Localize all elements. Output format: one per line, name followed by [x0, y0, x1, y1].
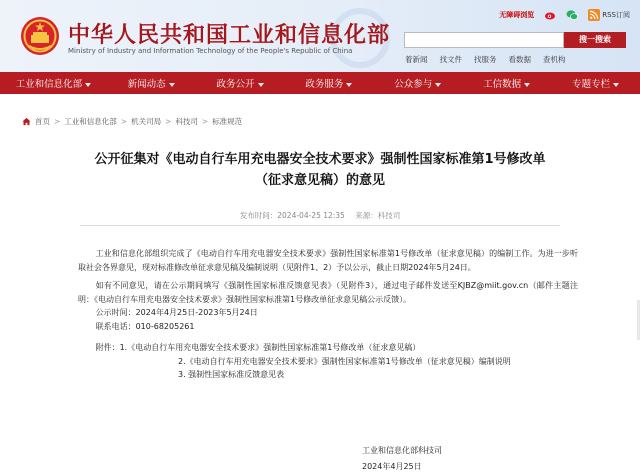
nav-label: 工业和信息化部	[15, 79, 83, 90]
breadcrumb-separator-icon: >	[165, 117, 172, 126]
signature-department: 工业和信息化部科技司	[362, 446, 442, 455]
publication-period: 公示时间：2024年4月25日-2023年5月24日	[95, 308, 258, 317]
breadcrumb-standards[interactable]: 标准规范	[212, 117, 243, 126]
article-title-line-2: （征求意见稿）的意见	[254, 173, 385, 188]
spacer	[78, 333, 578, 341]
article-source: 来源：科技司	[355, 211, 401, 220]
nav-item-ministry[interactable]	[0, 76, 107, 90]
main-nav	[0, 72, 640, 94]
paragraph-feedback: 如有不同意见，请在公示期间填写《强制性国家标准反馈意见表》（见附件3），通过电子邮件发送至KJBZ@miit.gov.cn（邮件主题注明：《电动自行车用充电器安全技术要求》强制性国家标准第1号修改单征求意见稿公示反馈）。	[78, 281, 578, 304]
quick-links	[405, 54, 566, 65]
publish-date: 发布时间：2024-04-25 12:35	[239, 211, 345, 220]
weibo-link[interactable]	[544, 9, 556, 21]
wechat-link[interactable]	[566, 9, 578, 21]
rss-label: RSS订阅	[602, 11, 630, 19]
attachment-3-link[interactable]: 3. 强制性国家标准反馈意见表	[178, 370, 285, 379]
nav-label: 公众参与	[394, 79, 433, 90]
weibo-icon	[544, 9, 556, 21]
paragraph-intro: 工业和信息化部组织完成了《电动自行车用充电器安全技术要求》强制性国家标准第1号修改单（征求意见稿）的编制工作。为进一步听取社会各界意见，现对标准修改单征求意见稿及编制说明（见附件1、2）予以公示，截止日期2024年5月24日。	[78, 249, 578, 272]
chevron-down-icon	[169, 83, 175, 87]
top-links	[499, 9, 630, 21]
quick-link-data[interactable]: 看数据	[508, 55, 531, 64]
quick-link-services[interactable]: 找服务	[474, 55, 497, 64]
wechat-icon	[566, 9, 578, 21]
breadcrumb-departments[interactable]: 机关司局	[131, 117, 162, 126]
nav-item-services[interactable]	[284, 76, 373, 90]
chevron-down-icon	[435, 83, 441, 87]
breadcrumb-home[interactable]: 首页	[35, 117, 50, 126]
chevron-down-icon	[613, 83, 619, 87]
site-title-english: Ministry of Industry and Information Technology of the People's Republic of China	[68, 47, 353, 55]
breadcrumb-separator-icon: >	[201, 117, 209, 126]
barrier-free-link[interactable]: 无障碍浏览	[499, 11, 535, 19]
contact-phone: 联系电话：010-68205261	[95, 321, 195, 331]
chevron-down-icon	[85, 83, 91, 87]
search-button[interactable]: 搜一搜索	[564, 32, 626, 48]
article-title-line-1: 公开征集对《电动自行车用充电器安全技术要求》强制性国家标准第1号修改单	[94, 152, 546, 167]
title-divider	[80, 225, 560, 226]
breadcrumb-separator-icon: >	[54, 117, 61, 126]
home-icon	[22, 117, 31, 126]
quick-link-orgs[interactable]: 查机构	[543, 55, 566, 64]
site-title[interactable]: 中华人民共和国工业和信息化部	[68, 23, 391, 48]
attachment-1-link[interactable]: 附件：1.《电动自行车用充电器安全技术要求》强制性国家标准第1号修改单（征求意见稿）	[95, 343, 421, 352]
nav-item-public-participation[interactable]	[373, 76, 462, 90]
quick-link-files[interactable]: 找文件	[439, 55, 462, 64]
nav-label: 政务公开	[216, 79, 255, 90]
rss-icon	[588, 9, 600, 21]
article-body	[78, 247, 578, 382]
nav-label: 新闻动态	[127, 79, 166, 90]
quick-link-news[interactable]: 着新闻	[405, 55, 428, 64]
national-emblem-icon[interactable]	[20, 16, 60, 56]
breadcrumb	[22, 116, 242, 127]
nav-label: 工信数据	[483, 79, 522, 90]
chevron-down-icon	[524, 83, 530, 87]
chevron-down-icon	[258, 83, 264, 87]
breadcrumb-separator-icon: >	[120, 117, 128, 126]
article-title	[40, 149, 600, 191]
chevron-down-icon	[346, 83, 352, 87]
nav-item-news[interactable]	[107, 76, 196, 90]
breadcrumb-ministry[interactable]: 工业和信息化部	[64, 117, 117, 126]
search-input[interactable]	[404, 32, 564, 48]
nav-label: 专题专栏	[572, 79, 611, 90]
article-meta	[0, 210, 640, 221]
rss-link[interactable]	[588, 9, 630, 21]
nav-item-data[interactable]	[462, 76, 551, 90]
attachment-2-link[interactable]: 2.《电动自行车用充电器安全技术要求》强制性国家标准第1号修改单（征求意见稿）编制说明	[178, 356, 511, 366]
signature-block	[362, 443, 442, 475]
signature-date: 2024年4月25日	[362, 462, 422, 471]
nav-label: 政务服务	[305, 79, 344, 90]
breadcrumb-tech-dept[interactable]: 科技司	[175, 117, 198, 126]
nav-item-government-affairs[interactable]	[196, 76, 285, 90]
site-header	[0, 0, 640, 72]
nav-item-topics[interactable]	[551, 76, 640, 90]
